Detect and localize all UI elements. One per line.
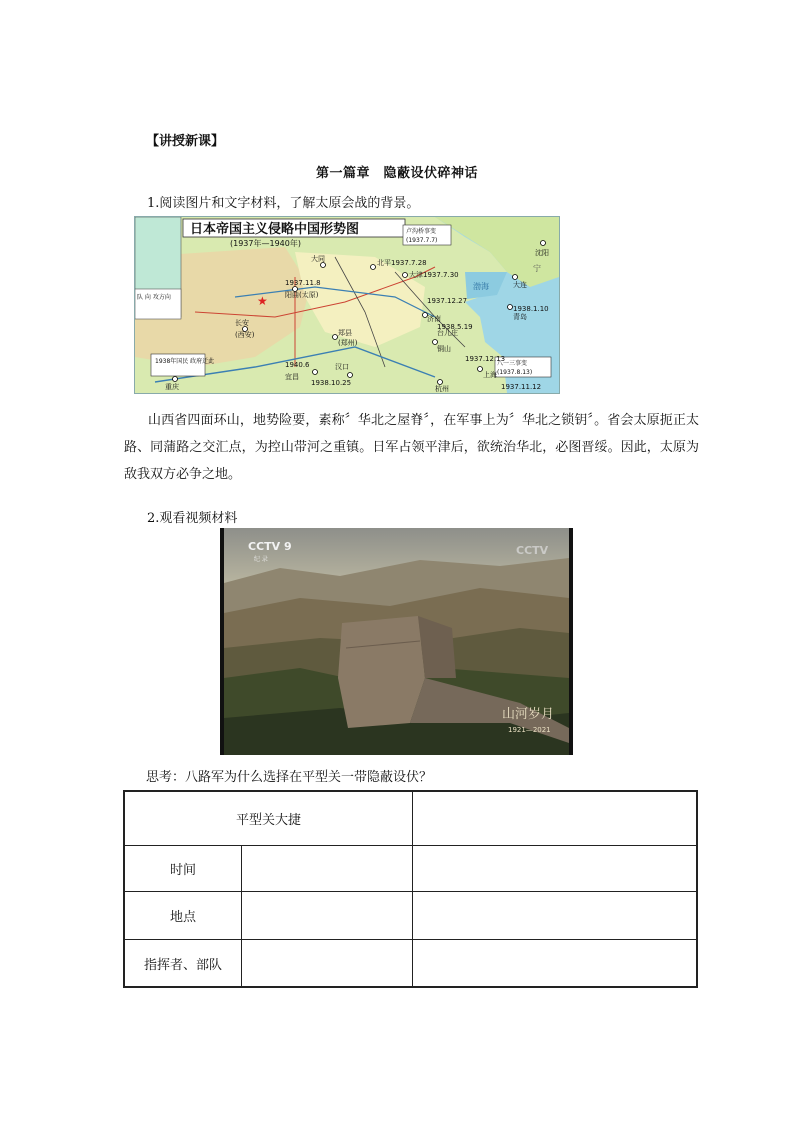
svg-text:青岛: 青岛 <box>513 313 527 321</box>
svg-text:郑县: 郑县 <box>338 329 352 337</box>
svg-text:1938.10.25: 1938.10.25 <box>311 379 352 387</box>
svg-text:上海: 上海 <box>483 371 497 379</box>
svg-text:宁: 宁 <box>533 264 541 273</box>
commander-answer-cell[interactable] <box>242 940 413 988</box>
svg-text:大连: 大连 <box>513 281 527 289</box>
table-row <box>124 892 697 940</box>
series-years: 1921—2021 <box>508 726 551 734</box>
step-2-instruction: 2.观看视频材料 <box>147 511 238 526</box>
svg-text:大津1937.7.30: 大津1937.7.30 <box>409 271 459 279</box>
table-row <box>124 940 697 988</box>
svg-text:卢沟桥事变: 卢沟桥事变 <box>406 228 437 235</box>
svg-text:台儿庄: 台儿庄 <box>437 329 458 337</box>
time-answer-cell[interactable] <box>242 846 413 892</box>
commander-extra-cell[interactable] <box>413 940 698 988</box>
place-answer-cell[interactable] <box>242 892 413 940</box>
svg-text:长安: 长安 <box>235 319 249 327</box>
table-row <box>124 791 697 846</box>
svg-text:1937.12.27: 1937.12.27 <box>427 297 468 305</box>
place-extra-cell[interactable] <box>413 892 698 940</box>
chapter-title: 第一篇章 隐蔽设伏碎神话 <box>315 166 478 181</box>
row-label-commander: 指挥者、部队 <box>124 940 242 988</box>
svg-text:阳曲(太原): 阳曲(太原) <box>285 291 319 299</box>
svg-text:汉口: 汉口 <box>335 363 349 371</box>
table-answer-cell[interactable] <box>413 791 698 846</box>
time-extra-cell[interactable] <box>413 846 698 892</box>
svg-text:1938.1.10: 1938.1.10 <box>513 305 549 313</box>
map-title: 日本帝国主义侵略中国形势图 <box>190 222 360 237</box>
table-row <box>124 846 697 892</box>
svg-text:1938.5.19: 1938.5.19 <box>437 323 473 331</box>
series-title: 山河岁月 <box>502 707 555 722</box>
background-paragraph: 山西省四面环山，地势险要，素称〞华北之屋脊〞，在军事上为〞华北之锁钥〞。省会太原扼正太路、同蒲路之交汇点，为控山带河之重镇。日军占领平津后，欲统治华北，必图晋绥。因此，太原为敌我双方必争之地。 <box>124 413 699 482</box>
svg-text:1937.11.12: 1937.11.12 <box>501 383 542 391</box>
cctv9-logo: CCTV 9 <box>248 540 292 553</box>
invasion-map-image <box>134 216 560 394</box>
svg-text:(1937.8.13): (1937.8.13) <box>497 369 533 376</box>
svg-text:(郑州): (郑州) <box>338 339 358 347</box>
svg-text:1937.12.13: 1937.12.13 <box>465 355 506 363</box>
svg-text:杭州: 杭州 <box>435 385 449 393</box>
map-legend: 队 向 攻方向 <box>137 294 171 301</box>
svg-text:(1937.7.7): (1937.7.7) <box>406 237 438 244</box>
svg-text:沈阳: 沈阳 <box>535 249 549 257</box>
svg-text:北平1937.7.28: 北平1937.7.28 <box>377 259 427 267</box>
svg-text:(西安): (西安) <box>235 331 255 339</box>
map-subtitle: (1937年—1940年) <box>230 239 301 248</box>
cctv-corner-logo: CCTV <box>516 544 549 557</box>
svg-text:大同: 大同 <box>311 255 325 263</box>
row-label-time: 时间 <box>124 846 242 892</box>
section-header: 【讲授新课】 <box>146 134 225 149</box>
svg-text:铜山: 铜山 <box>437 345 451 353</box>
table-title-cell: 平型关大捷 <box>124 791 413 846</box>
svg-text:渤海: 渤海 <box>473 282 489 291</box>
svg-text:★: ★ <box>257 294 268 308</box>
svg-text:济南: 济南 <box>427 315 441 323</box>
svg-text:宜昌: 宜昌 <box>285 373 299 381</box>
svg-text:纪 录: 纪 录 <box>254 556 268 563</box>
svg-text:1937.11.8: 1937.11.8 <box>285 279 321 287</box>
svg-text:1938年国民 政府迁此: 1938年国民 政府迁此 <box>155 358 215 365</box>
thinking-question: 思考：八路军为什么选择在平型关一带隐蔽设伏？ <box>146 770 433 785</box>
svg-text:重庆: 重庆 <box>165 383 179 391</box>
row-label-place: 地点 <box>124 892 242 940</box>
svg-text:1940.6: 1940.6 <box>285 361 310 369</box>
documentary-video-frame[interactable] <box>220 528 573 755</box>
battle-info-table <box>123 790 698 988</box>
step-1-instruction: 1.阅读图片和文字材料，了解太原会战的背景。 <box>147 196 420 211</box>
svg-text:八一三事变: 八一三事变 <box>497 360 528 367</box>
